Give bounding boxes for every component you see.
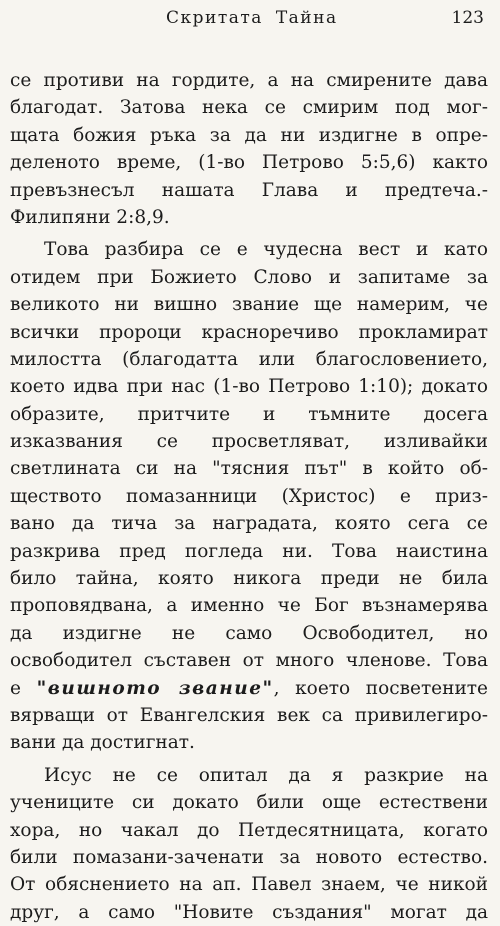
text-line: освободител съставен от много членове. Това [10, 650, 488, 672]
text-fragment: , което посветените [273, 677, 488, 699]
page-number: 123 [451, 8, 484, 28]
text-line: учениците си докато били още естествени [10, 792, 488, 814]
text-line: вано да тича за наградата, която сега се [10, 513, 488, 535]
text-line: били помазани-заченати за новото естество. [10, 846, 488, 868]
text-line: образите, притчите и тъмните досега [10, 403, 488, 425]
paragraph [10, 236, 488, 756]
text-line: друг, а само "Новите създания" могат да [10, 901, 488, 923]
text-line: щата божия ръка за да ни издигне в опре- [10, 124, 488, 146]
text-line: всички пророци красноречиво прокламират [10, 321, 488, 343]
text-line: хора, но чакал до Петдесятницата, когато [10, 819, 488, 841]
running-title: Скритата Тайна [166, 8, 338, 28]
text-line: разкрива пред погледа ни. Това наистина [10, 540, 488, 562]
text-line: да издигне не само Освободител, но [10, 622, 488, 644]
text-line: великото ни вишно звание ще намерим, че [10, 294, 488, 316]
text-line: изказвания се просветляват, изливайки [10, 431, 488, 453]
text-line: светлината си на "тясния път" в който об- [10, 458, 488, 480]
running-header [0, 4, 500, 34]
text-fragment: е [10, 677, 37, 699]
text-line: ществото помазанници (Христос) е приз- [10, 485, 488, 507]
text-line: милостта (благодатта или благословението, [10, 348, 488, 370]
text-line: Филипяни 2:8,9. [10, 206, 170, 228]
text-line: се противи на гордите, а на смирените дава [10, 70, 488, 91]
text-line: благодат. Затова нека се смирим под мог- [10, 97, 488, 119]
text-line: проповядвана, а именно че Бог възнамерява [10, 595, 488, 617]
text-line: било тайна, която никога преди не била [10, 568, 488, 590]
text-line: Исус не се опитал да я разкрие на [44, 764, 488, 786]
emphasized-phrase: "вишното звание" [36, 677, 274, 699]
text-line: вярващи от Евангелския век са привилегиро- [10, 704, 488, 726]
text-line: превъзнесъл нашата Глава и предтеча.- [10, 179, 488, 201]
text-line: От обяснението на ап. Павел знаем, че никой [10, 874, 488, 896]
body-text [10, 67, 488, 926]
paragraph [10, 67, 488, 231]
text-line-with-emphasis [10, 675, 488, 702]
paragraph [10, 762, 488, 926]
text-line: което идва при нас (1-во Петрово 1:10); докато [10, 376, 488, 398]
text-line: вани да достигнат. [10, 732, 195, 754]
text-line: деленото време, (1-во Петрово 5:5,6) както [10, 152, 488, 174]
text-line: отидем при Божието Слово и запитаме за [10, 266, 488, 288]
text-line: Това разбира се е чудесна вест и като [44, 239, 488, 261]
